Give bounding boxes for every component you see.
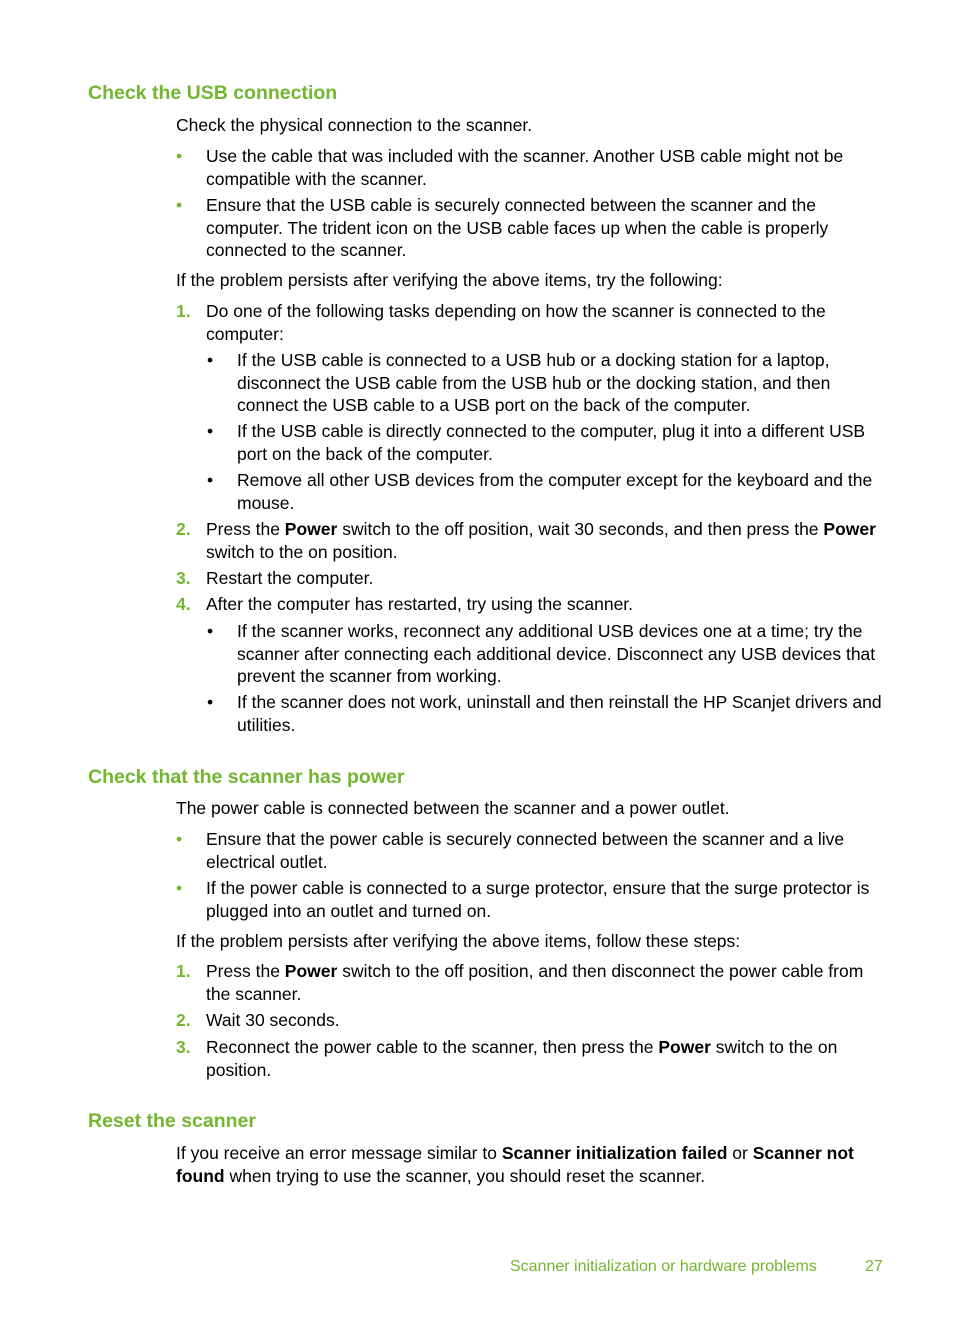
sub-bullet-text: If the USB cable is directly connected to the computer, plug it into a different USB port on the back of the computer. (237, 421, 866, 464)
heading-check-usb: Check the USB connection (88, 82, 338, 104)
step-text: Wait 30 seconds. (206, 1010, 340, 1030)
bullet-marker: • (176, 195, 183, 215)
bullet-text: If the power cable is connected to a surge protector, ensure that the surge protector is plugged into an outlet and turned on. (206, 878, 870, 921)
sub-bullet-text: Remove all other USB devices from the computer except for the keyboard and the mouse. (237, 470, 873, 513)
heading-check-power: Check that the scanner has power (88, 766, 405, 788)
heading-reset-scanner: Reset the scanner (88, 1110, 256, 1132)
bullet-marker: • (176, 878, 183, 898)
power-switch-label: Power (284, 961, 338, 981)
step-number: 3. (176, 1037, 191, 1057)
usb-intro: Check the physical connection to the scanner. (176, 115, 533, 135)
sub-bullet-text: If the USB cable is connected to a USB hub or a docking station for a laptop, disconnect the USB cable from the USB hub or the docking station, and then connect the USB cable to a USB port on the back of the computer. (237, 350, 831, 415)
footer-page-number: 27 (865, 1258, 883, 1275)
step-number: 1. (176, 961, 191, 981)
usb-step-1-sub-2 (207, 420, 888, 465)
power-step-3 (176, 1036, 888, 1081)
usb-step-1 (176, 300, 888, 345)
step-text: Press the Power switch to the off position, and then disconnect the power cable from the scanner. (206, 961, 864, 1004)
power-switch-label: Power (284, 519, 338, 539)
step-number: 2. (176, 1010, 191, 1030)
bullet-marker: • (176, 829, 183, 849)
footer-section-title: Scanner initialization or hardware problems (510, 1258, 817, 1275)
sub-bullet-marker: • (207, 621, 214, 641)
power-step-1 (176, 960, 888, 1005)
usb-bullet-1 (176, 145, 888, 190)
usb-step-1-sub-3 (207, 469, 888, 514)
step-number: 3. (176, 568, 191, 588)
error-message-2: Scanner not found (176, 1143, 854, 1186)
sub-bullet-text: If the scanner does not work, uninstall and then reinstall the HP Scanjet drivers and utilities. (237, 692, 882, 735)
usb-step-4-sub-1 (207, 620, 888, 688)
power-step-2 (176, 1009, 888, 1032)
step-text: Restart the computer. (206, 568, 374, 588)
bullet-text: Ensure that the USB cable is securely connected between the scanner and the computer. The trident icon on the USB cable faces up when the cable is properly connected to the scanner. (206, 195, 829, 260)
usb-step-4-sub-2 (207, 691, 888, 736)
power-switch-label: Power (658, 1037, 711, 1057)
power-bullet-1 (176, 828, 888, 873)
step-text: Press the Power switch to the off position, wait 30 seconds, and then press the Power switch to the on position. (206, 519, 876, 562)
error-message-1: Scanner initialization failed (501, 1143, 728, 1163)
bullet-text: Ensure that the power cable is securely connected between the scanner and a live electrical outlet. (206, 829, 845, 872)
sub-bullet-marker: • (207, 421, 214, 441)
sub-bullet-marker: • (207, 350, 214, 370)
power-bullet-2 (176, 877, 888, 922)
step-text: After the computer has restarted, try using the scanner. (206, 594, 634, 614)
reset-text: If you receive an error message similar to Scanner initialization failed or Scanner not found when trying to use the scanner, you should reset the scanner. (176, 1143, 854, 1186)
power-persist: If the problem persists after verifying the above items, follow these steps: (176, 931, 741, 951)
step-number: 1. (176, 301, 191, 321)
step-text: Do one of the following tasks depending on how the scanner is connected to the computer: (206, 301, 826, 344)
power-switch-label: Power (823, 519, 876, 539)
usb-step-3 (176, 567, 888, 590)
usb-bullet-2 (176, 194, 888, 262)
sub-bullet-text: If the scanner works, reconnect any additional USB devices one at a time; try the scanner after connecting each additional device. Disconnect any USB devices that prevent the scanner from working. (237, 621, 876, 686)
power-intro: The power cable is connected between the scanner and a power outlet. (176, 798, 730, 818)
step-text: Reconnect the power cable to the scanner, then press the Power switch to the on position. (206, 1037, 838, 1080)
bullet-marker: • (176, 146, 183, 166)
usb-step-4 (176, 593, 888, 616)
sub-bullet-marker: • (207, 692, 214, 712)
usb-step-2 (176, 518, 888, 563)
usb-persist: If the problem persists after verifying the above items, try the following: (176, 270, 723, 290)
step-number: 4. (176, 594, 191, 614)
bullet-text: Use the cable that was included with the scanner. Another USB cable might not be compatible with the scanner. (206, 146, 844, 189)
step-number: 2. (176, 519, 191, 539)
usb-step-1-sub-1 (207, 349, 888, 417)
sub-bullet-marker: • (207, 470, 214, 490)
